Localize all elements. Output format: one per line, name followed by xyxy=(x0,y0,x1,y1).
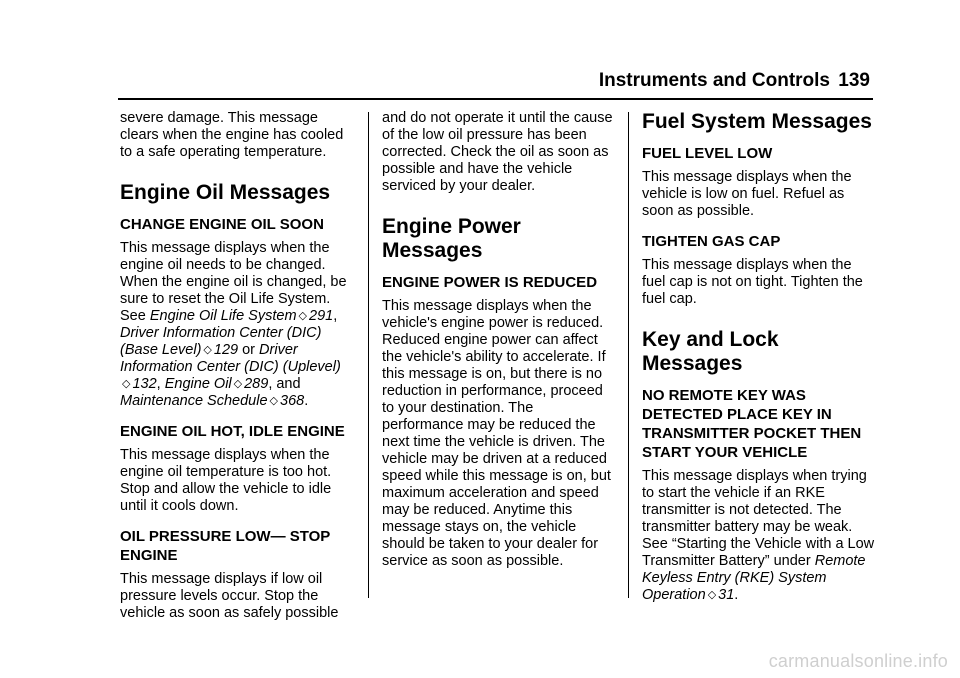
ref-link-maintenance[interactable]: Maintenance Schedule xyxy=(120,393,268,409)
ref-link-dic-uplevel[interactable]: Driver Information Center (DIC) (Uplevel) xyxy=(120,342,341,375)
column-3 xyxy=(642,110,878,604)
col1-intro-text: severe damage. This message clears when the engine has cooled to a safe operating temperature. xyxy=(120,110,344,160)
page-ref-arrow-icon: ◇ xyxy=(122,378,131,390)
ref-page-129[interactable]: 129 xyxy=(213,342,239,358)
message-title-power-reduced: ENGINE POWER IS REDUCED xyxy=(382,274,598,291)
header-rule xyxy=(118,98,873,100)
message-title-oil-hot: ENGINE OIL HOT, IDLE ENGINE xyxy=(120,423,345,440)
ref-separator: , xyxy=(156,376,161,392)
message-body-change-oil xyxy=(120,240,356,410)
column-divider-1 xyxy=(368,112,369,598)
ref-separator: , xyxy=(333,308,338,324)
column-divider-2 xyxy=(628,112,629,598)
ref-end: . xyxy=(734,587,739,603)
section-title-fuel-system: Fuel System Messages xyxy=(642,110,872,133)
message-title-no-remote-key: NO REMOTE KEY WAS DETECTED PLACE KEY IN TRANSMITTER POCKET THEN START YOUR VEHICLE xyxy=(642,387,862,461)
ref-separator: , and xyxy=(268,376,301,392)
page-ref-arrow-icon: ◇ xyxy=(269,395,278,407)
ref-separator: or xyxy=(242,342,256,358)
section-title-engine-power: Engine Power Messages xyxy=(382,215,521,262)
message-title-fuel-low: FUEL LEVEL LOW xyxy=(642,145,773,162)
column-1 xyxy=(120,110,356,622)
message-body-oil-pressure: This message displays if low oil pressure levels occur. Stop the vehicle as soon as safely possible xyxy=(120,571,339,621)
message-body-fuel-low: This message displays when the vehicle is low on fuel. Refuel as soon as possible. xyxy=(642,169,852,219)
change-oil-text: This message displays when the engine oil needs to be changed. When the engine oil is changed, be sure to reset the Oil Life System. See xyxy=(120,240,347,324)
watermark: carmanualsonline.info xyxy=(768,651,948,671)
page-ref-arrow-icon: ◇ xyxy=(298,310,307,322)
section-title-key-lock: Key and Lock Messages xyxy=(642,328,779,375)
message-title-oil-pressure: OIL PRESSURE LOW— STOP ENGINE xyxy=(120,528,331,564)
no-remote-key-text: This message displays when trying to start the vehicle if an RKE transmitter is not detected. The transmitter battery may be weak. See “Starting the Vehicle with a Low Transmitter Battery” under xyxy=(642,468,875,569)
ref-page-132[interactable]: 132 xyxy=(132,376,157,392)
ref-link-rke[interactable]: Remote Keyless Entry (RKE) System Operation xyxy=(642,553,866,603)
page-ref-arrow-icon: ◇ xyxy=(203,344,212,356)
header-title: Instruments and Controls xyxy=(598,70,830,91)
ref-page-368[interactable]: 368 xyxy=(280,393,305,409)
message-title-gas-cap: TIGHTEN GAS CAP xyxy=(642,233,781,250)
message-title-change-oil: CHANGE ENGINE OIL SOON xyxy=(120,216,324,233)
page-number: 139 xyxy=(838,70,870,91)
ref-link-oil-life[interactable]: Engine Oil Life System xyxy=(149,308,297,324)
message-body-oil-hot: This message displays when the engine oil temperature is too hot. Stop and allow the vehicle to idle until it cools down. xyxy=(120,447,332,514)
ref-link-dic-base[interactable]: Driver Information Center (DIC) (Base Level) xyxy=(120,325,322,358)
ref-page-291[interactable]: 291 xyxy=(309,308,334,324)
col2-intro-text: and do not operate it until the cause of the low oil pressure has been corrected. Check the oil as soon as possible and have the vehicle serviced by your dealer. xyxy=(382,110,613,194)
ref-link-engine-oil[interactable]: Engine Oil xyxy=(164,376,232,392)
message-body-no-remote-key xyxy=(642,468,878,604)
ref-page-289[interactable]: 289 xyxy=(244,376,269,392)
ref-end: . xyxy=(304,393,309,409)
section-title-engine-oil: Engine Oil Messages xyxy=(120,181,331,204)
column-2 xyxy=(382,110,618,570)
page-ref-arrow-icon: ◇ xyxy=(707,589,717,601)
message-body-gas-cap: This message displays when the fuel cap is not on tight. Tighten the fuel cap. xyxy=(642,257,863,307)
message-body-power-reduced: This message displays when the vehicle's engine power is reduced. Reduced engine power can affect the vehicle's ability to accelerate. If this message is on, but there is no reduction in performance, proceed to your destination. The performance may be reduced the next time the vehicle is driven. The vehicle may be driven at a reduced speed while this message is on, but maximum acceleration and speed may be reduced. Anytime this message stays on, the vehicle should be taken to your dealer for service as soon as possible. xyxy=(382,298,611,569)
page-header xyxy=(0,70,960,100)
page-ref-arrow-icon: ◇ xyxy=(233,378,243,390)
ref-page-31[interactable]: 31 xyxy=(718,587,735,603)
